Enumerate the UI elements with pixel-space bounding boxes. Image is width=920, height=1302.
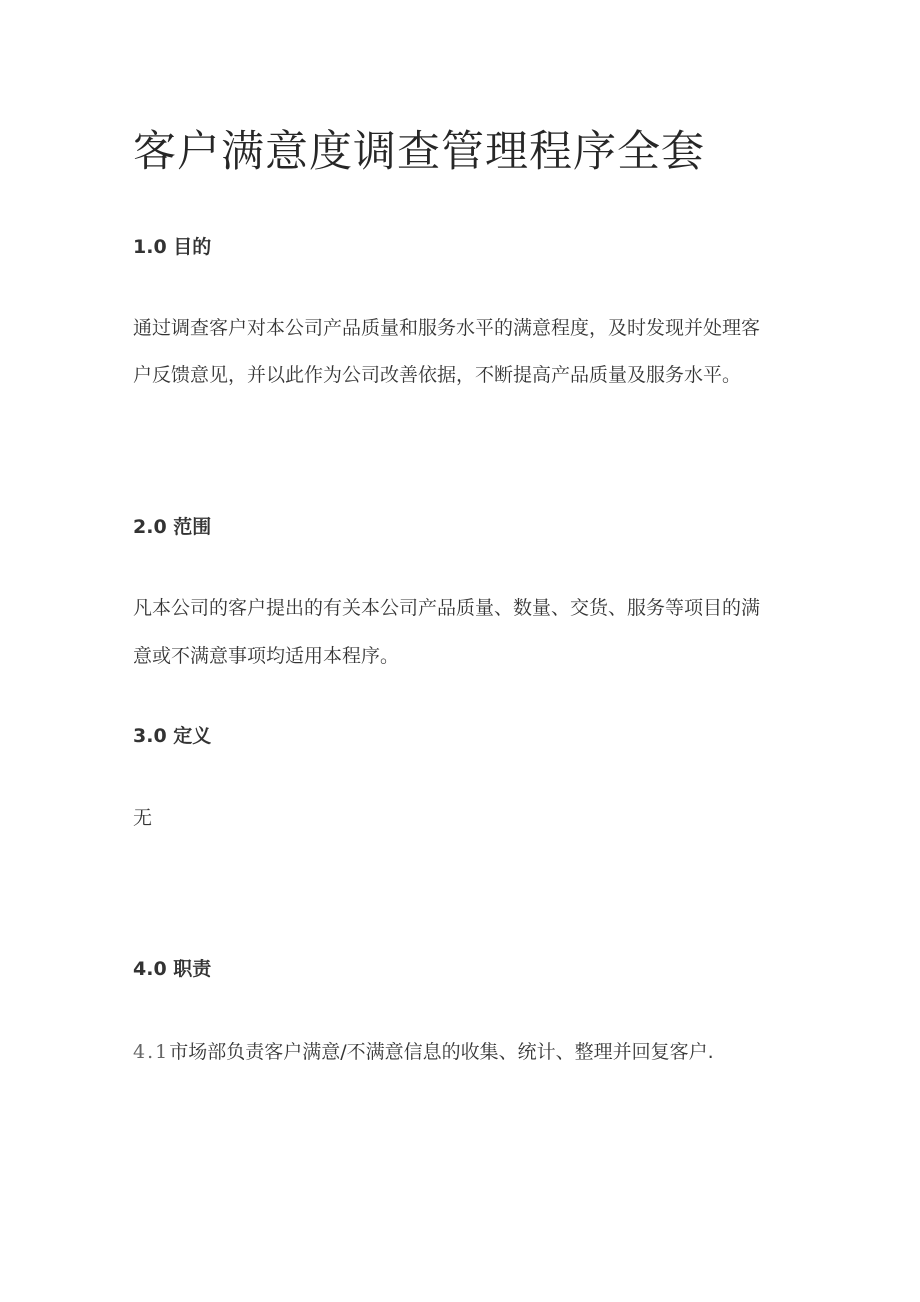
scope-line-1: 凡本公司的客户提出的有关本公司产品质量、数量、交货、服务等项目的满: [133, 597, 761, 619]
purpose-line-2: 户反馈意见，并以此作为公司改善依据，不断提高产品质量及服务水平。: [133, 364, 742, 386]
section-heading-scope: 2.0 范围: [133, 516, 212, 538]
purpose-line-1: 通过调查客户对本公司产品质量和服务水平的满意程度，及时发现并处理客: [133, 317, 761, 339]
section-heading-purpose: 1.0 目的: [133, 236, 212, 258]
section-heading-definitions: 3.0 定义: [133, 725, 212, 747]
responsibility-item-text: 市场部负责客户满意/不满意信息的收集、统计、整理并回复客户.: [169, 1041, 714, 1063]
document-title: 客户满意度调查管理程序全套: [133, 127, 705, 177]
scope-line-2: 意或不满意事项均适用本程序。: [133, 645, 400, 667]
section-heading-responsibilities: 4.0 职责: [133, 958, 212, 980]
responsibility-item: [133, 1039, 714, 1065]
definitions-text: 无: [133, 807, 153, 829]
responsibility-item-number: 4.1: [133, 1041, 170, 1063]
